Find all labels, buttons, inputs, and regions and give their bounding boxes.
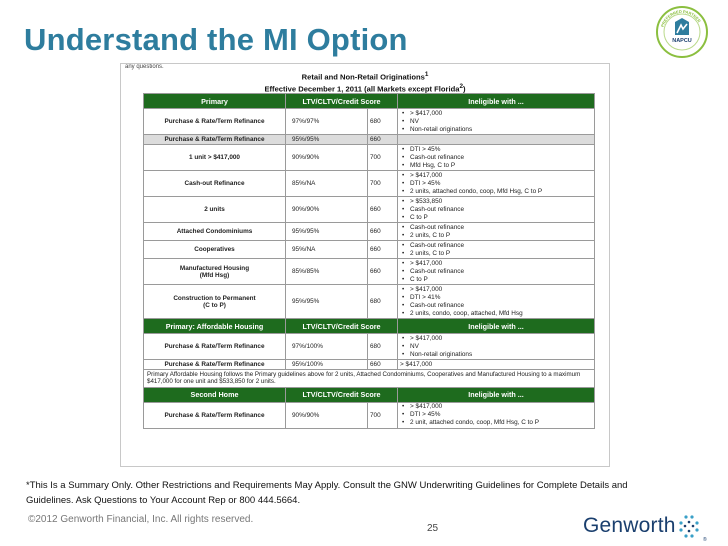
credit-score-cell: 680 [368, 285, 398, 319]
ineligible-item: • DTI > 41% [410, 294, 592, 302]
napcu-text: NAPCU [672, 38, 692, 44]
loan-type-cell: Purchase & Rate/Term Refinance [144, 334, 286, 360]
ineligible-item: • Mfd Hsg, C to P [410, 162, 592, 170]
guidelines-table [143, 93, 595, 429]
copyright: ©2012 Genworth Financial, Inc. All rights reserved. [28, 514, 254, 525]
ineligible-item: • 2 units, condo, coop, attached, Mfd Hsg [410, 310, 592, 318]
credit-score-cell: 700 [368, 145, 398, 171]
ineligible-cell [398, 259, 595, 285]
ineligible-item: • Cash-out refinance [410, 242, 592, 250]
ineligible-cell [398, 197, 595, 223]
affordable-housing-note-row [144, 370, 595, 388]
ineligible-item: • > $417,000 [410, 110, 592, 118]
ltv-cell: 97%/97% [286, 109, 368, 135]
ltv-cell: 95%/NA [286, 241, 368, 259]
credit-score-cell: 700 [368, 171, 398, 197]
credit-score-cell: 680 [368, 109, 398, 135]
table-row [144, 135, 595, 145]
ineligible-item: • 2 unit, attached condo, coop, Mfd Hsg, C to P [410, 419, 592, 427]
ltv-cell: 95%/100% [286, 360, 368, 370]
credit-score-cell: 660 [368, 197, 398, 223]
ineligible-cell [398, 109, 595, 135]
page-number: 25 [427, 523, 439, 534]
loan-type-cell: Manufactured Housing (Mfd Hsg) [144, 259, 286, 285]
loan-type-cell: Purchase & Rate/Term Refinance [144, 360, 286, 370]
seal-ring-text: PREFERRED PARTNER [659, 8, 702, 28]
document-fragment: any questions. [125, 64, 164, 70]
table-row [144, 145, 595, 171]
slide-title: Understand the MI Option [24, 22, 408, 57]
loan-type-cell: Attached Condominiums [144, 223, 286, 241]
summary-footnote: *This Is a Summary Only. Other Restrictions and Requirements May Apply. Consult the GNW Underwriting Guidelines for Complete Details and Guidelines. Ask Questions to Your Account Rep or 800 444.5664. [26, 480, 628, 506]
header-cell: Second Home [144, 387, 286, 402]
ineligible-item: • NV [410, 343, 592, 351]
ineligible-cell [398, 223, 595, 241]
loan-type-cell: Construction to Permanent (C to P) [144, 285, 286, 319]
ltv-cell: 90%/90% [286, 197, 368, 223]
credit-score-cell: 660 [368, 259, 398, 285]
ltv-cell: 95%/95% [286, 223, 368, 241]
document-image [120, 63, 610, 467]
loan-type-cell: 2 units [144, 197, 286, 223]
ltv-cell: 97%/100% [286, 334, 368, 360]
ltv-cell: 95%/95% [286, 135, 368, 145]
loan-type-cell: Purchase & Rate/Term Refinance [144, 109, 286, 135]
ineligible-cell [398, 334, 595, 360]
section-header [144, 94, 595, 109]
genworth-mark-icon [677, 513, 711, 543]
table-row [144, 241, 595, 259]
document-heading: Retail and Non-Retail Originations$^1$ Effective December 1, 2011 (all Markets except Florida$^2$) [264, 71, 466, 94]
table-row [144, 402, 595, 428]
ltv-cell: 85%/NA [286, 171, 368, 197]
ineligible-item: • Cash-out refinance [410, 206, 592, 214]
ineligible-item: • Non-retail originations [410, 126, 592, 134]
ineligible-item: • Cash-out refinance [410, 268, 592, 276]
ineligible-item: • 2 units, C to P [410, 232, 592, 240]
ineligible-cell: > $417,000 [398, 360, 595, 370]
ineligible-cell [398, 145, 595, 171]
svg-text:®: ® [703, 537, 707, 543]
header-cell: Primary [144, 94, 286, 109]
ineligible-item: • Non-retail originations [410, 351, 592, 359]
ineligible-cell [398, 135, 595, 145]
credit-score-cell: 700 [368, 402, 398, 428]
credit-score-cell: 660 [368, 241, 398, 259]
ineligible-item: • DTI > 45% [410, 411, 592, 419]
header-cell: Ineligible with ... [398, 94, 595, 109]
credit-score-cell: 660 [368, 223, 398, 241]
loan-type-cell: Purchase & Rate/Term Refinance [144, 402, 286, 428]
ineligible-cell [398, 171, 595, 197]
ltv-cell: 85%/85% [286, 259, 368, 285]
ineligible-item: • 2 units, C to P [410, 250, 592, 258]
ineligible-item: • > $417,000 [410, 260, 592, 268]
ltv-cell: 95%/95% [286, 285, 368, 319]
ineligible-cell [398, 402, 595, 428]
ineligible-item: • 2 units, attached condo, coop, Mfd Hsg, C to P [410, 188, 592, 196]
table-row [144, 223, 595, 241]
ineligible-cell [398, 285, 595, 319]
header-cell: Primary: Affordable Housing [144, 319, 286, 334]
loan-type-cell: 1 unit > $417,000 [144, 145, 286, 171]
loan-type-cell: Purchase & Rate/Term Refinance [144, 135, 286, 145]
ineligible-item: • DTI > 45% [410, 146, 592, 154]
ineligible-cell [398, 241, 595, 259]
ineligible-item: • > $417,000 [410, 286, 592, 294]
napcu-seal-icon [655, 5, 709, 59]
ineligible-item: • Cash-out refinance [410, 302, 592, 310]
table-row [144, 197, 595, 223]
ltv-cell: 90%/90% [286, 402, 368, 428]
header-cell: Ineligible with ... [398, 387, 595, 402]
genworth-logo-text: Genworth [583, 514, 676, 537]
credit-score-cell: 660 [368, 135, 398, 145]
ltv-cell: 90%/90% [286, 145, 368, 171]
ineligible-item: • C to P [410, 276, 592, 284]
section-header [144, 387, 595, 402]
affordable-housing-note: Primary Affordable Housing follows the Primary guidelines above for 2 units, Attached Condominiums, Cooperatives and Manufactured Housing to a maximum $417,000 for one unit and $533,850 for 2 units. [144, 370, 595, 388]
credit-score-cell: 680 [368, 334, 398, 360]
ineligible-item: • > $417,000 [410, 172, 592, 180]
table-row [144, 285, 595, 319]
table-row [144, 334, 595, 360]
header-cell: Ineligible with ... [398, 319, 595, 334]
header-cell: LTV/CLTV/Credit Score [286, 94, 398, 109]
credit-score-cell: 660 [368, 360, 398, 370]
ineligible-item: • > $417,000 [410, 335, 592, 343]
ineligible-item: • > $417,000 [410, 403, 592, 411]
loan-type-cell: Cash-out Refinance [144, 171, 286, 197]
table-row [144, 109, 595, 135]
ineligible-item: • NV [410, 118, 592, 126]
ineligible-item: • Cash-out refinance [410, 154, 592, 162]
ineligible-item: • > $533,850 [410, 198, 592, 206]
table-row [144, 360, 595, 370]
ineligible-item: • Cash-out refinance [410, 224, 592, 232]
table-row [144, 171, 595, 197]
section-header [144, 319, 595, 334]
ineligible-item: • C to P [410, 214, 592, 222]
ineligible-item: • DTI > 45% [410, 180, 592, 188]
table-row [144, 259, 595, 285]
header-cell: LTV/CLTV/Credit Score [286, 319, 398, 334]
header-cell: LTV/CLTV/Credit Score [286, 387, 398, 402]
loan-type-cell: Cooperatives [144, 241, 286, 259]
